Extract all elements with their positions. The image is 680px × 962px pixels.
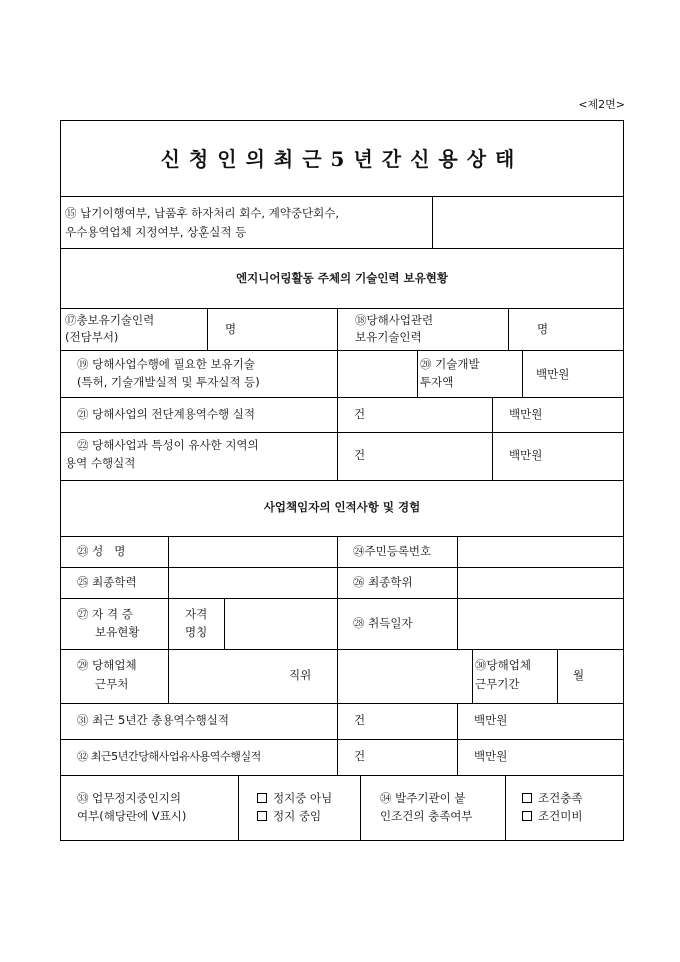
section-technical-staff-heading: 엔지니어링활동 주체의 기술인력 보유현황 <box>236 271 448 285</box>
column-divider <box>557 649 558 703</box>
column-divider <box>207 308 208 350</box>
row-90-unit: 월 <box>573 668 585 682</box>
column-divider <box>224 598 225 649</box>
row-divider <box>60 649 624 650</box>
row-93-option-not-suspended[interactable] <box>257 790 332 807</box>
row-81-label: ㉑ 당해사업의 전단계용역수행 실적 <box>77 407 255 421</box>
checkbox[interactable] <box>257 811 267 821</box>
row-80-label-line2: 투자액 <box>420 375 454 389</box>
row-81-count-unit: 건 <box>354 407 366 421</box>
row-87-label-line1: ㉗ 자 격 증 <box>77 607 133 621</box>
row-78-unit: 명 <box>537 322 549 336</box>
row-divider <box>60 196 624 197</box>
row-75-label-line2: 우수용역업체 지정여부, 상훈실적 등 <box>65 225 247 239</box>
row-87-sub-line1: 자격 <box>185 607 208 621</box>
column-divider <box>457 703 458 775</box>
row-91-count-unit: 건 <box>354 713 366 727</box>
row-82-label-line1: ㉒ 당해사업과 특성이 유사한 지역의 <box>77 438 259 452</box>
column-divider <box>417 350 418 397</box>
row-94-label-line1: ㉞ 발주기관이 붙 <box>380 791 466 805</box>
row-78-label-line2: 보유기술인력 <box>355 330 422 344</box>
column-divider <box>492 397 493 480</box>
checkbox[interactable] <box>522 793 532 803</box>
row-85-label: ㉕ 최종학력 <box>77 575 137 589</box>
row-78-label-line1: ⑱당해사업관련 <box>355 313 434 327</box>
row-93-option-suspended[interactable] <box>257 808 321 825</box>
row-divider <box>60 598 624 599</box>
row-90-label-line1: ㉚당해업체 <box>475 658 531 672</box>
row-88-label: ㉘ 취득일자 <box>353 616 413 630</box>
row-87-label-line2: 보유현황 <box>95 625 140 639</box>
column-divider <box>508 308 509 350</box>
column-divider <box>457 536 458 649</box>
option-label: 정지중 아님 <box>273 791 333 805</box>
row-divider <box>60 308 624 309</box>
row-82-label-line2: 용역 수행실적 <box>65 456 136 470</box>
row-94-option-not-met[interactable] <box>522 808 582 825</box>
row-divider <box>60 397 624 398</box>
row-94-label-line2: 인조건의 충족여부 <box>380 809 473 823</box>
row-89-label-line2: 근무처 <box>95 677 129 691</box>
column-divider <box>337 536 338 775</box>
row-91-amount-unit: 백만원 <box>474 713 508 727</box>
row-divider <box>60 480 624 481</box>
row-93-label-line1: ㉝ 업무정지중인지의 <box>77 791 182 805</box>
row-77-label-line1: ⑰총보유기술인력 <box>65 313 155 327</box>
option-label: 조건미비 <box>538 809 583 823</box>
row-94-option-met[interactable] <box>522 790 582 807</box>
column-divider <box>360 775 361 841</box>
row-80-label-line1: ⑳ 기술개발 <box>420 357 480 371</box>
row-90-label-line2: 근무기간 <box>475 677 520 691</box>
row-75-label-line1: ⑮ 납기이행여부, 납품후 하자처리 회수, 계약중단회수, <box>65 206 340 220</box>
section-project-manager-heading: 사업책임자의 인적사항 및 경험 <box>263 500 421 514</box>
row-divider <box>60 775 624 776</box>
row-87-sub-line2: 명칭 <box>185 625 208 639</box>
page-number-label: <제2면> <box>578 98 625 111</box>
row-92-count-unit: 건 <box>354 749 366 763</box>
row-89-position-label: 직위 <box>289 668 312 682</box>
checkbox[interactable] <box>522 811 532 821</box>
column-divider <box>522 350 523 397</box>
column-divider <box>238 775 239 841</box>
row-77-label-line2: (전담부서) <box>65 330 119 344</box>
column-divider <box>472 649 473 703</box>
row-79-label-line1: ⑲ 당해사업수행에 필요한 보유기술 <box>77 357 255 371</box>
column-divider <box>168 536 169 703</box>
row-divider <box>60 567 624 568</box>
row-89-label-line1: ㉙ 당해업체 <box>77 658 137 672</box>
row-divider <box>60 536 624 537</box>
row-82-count-unit: 건 <box>354 448 366 462</box>
row-93-label-line2: 여부(해당란에 V표시) <box>77 809 187 823</box>
row-84-label: ㉔주민등록번호 <box>353 544 432 558</box>
option-label: 정지 중임 <box>273 809 322 823</box>
row-82-amount-unit: 백만원 <box>509 448 543 462</box>
row-77-unit: 명 <box>225 322 237 336</box>
row-83-label: ㉓ 성 명 <box>77 544 126 558</box>
form-title: 신청인의최근5년간신용상태 <box>160 147 524 171</box>
checkbox[interactable] <box>257 793 267 803</box>
column-divider <box>337 308 338 480</box>
column-divider <box>432 196 433 248</box>
row-divider <box>60 432 624 433</box>
row-91-label: ㉛ 최근 5년간 총용역수행실적 <box>77 713 229 727</box>
option-label: 조건충족 <box>538 791 583 805</box>
row-80-unit: 백만원 <box>536 367 570 381</box>
row-79-label-line2: (특허, 기술개발실적 및 투자실적 등) <box>77 375 260 389</box>
row-86-label: ㉖ 최종학위 <box>353 575 413 589</box>
column-divider <box>505 775 506 841</box>
row-divider <box>60 350 624 351</box>
row-divider <box>60 739 624 740</box>
row-92-label: ㉜ 최근5년간당해사업유사용역수행실적 <box>77 750 261 763</box>
row-92-amount-unit: 백만원 <box>474 749 508 763</box>
row-divider <box>60 703 624 704</box>
row-81-amount-unit: 백만원 <box>509 407 543 421</box>
row-divider <box>60 248 624 249</box>
